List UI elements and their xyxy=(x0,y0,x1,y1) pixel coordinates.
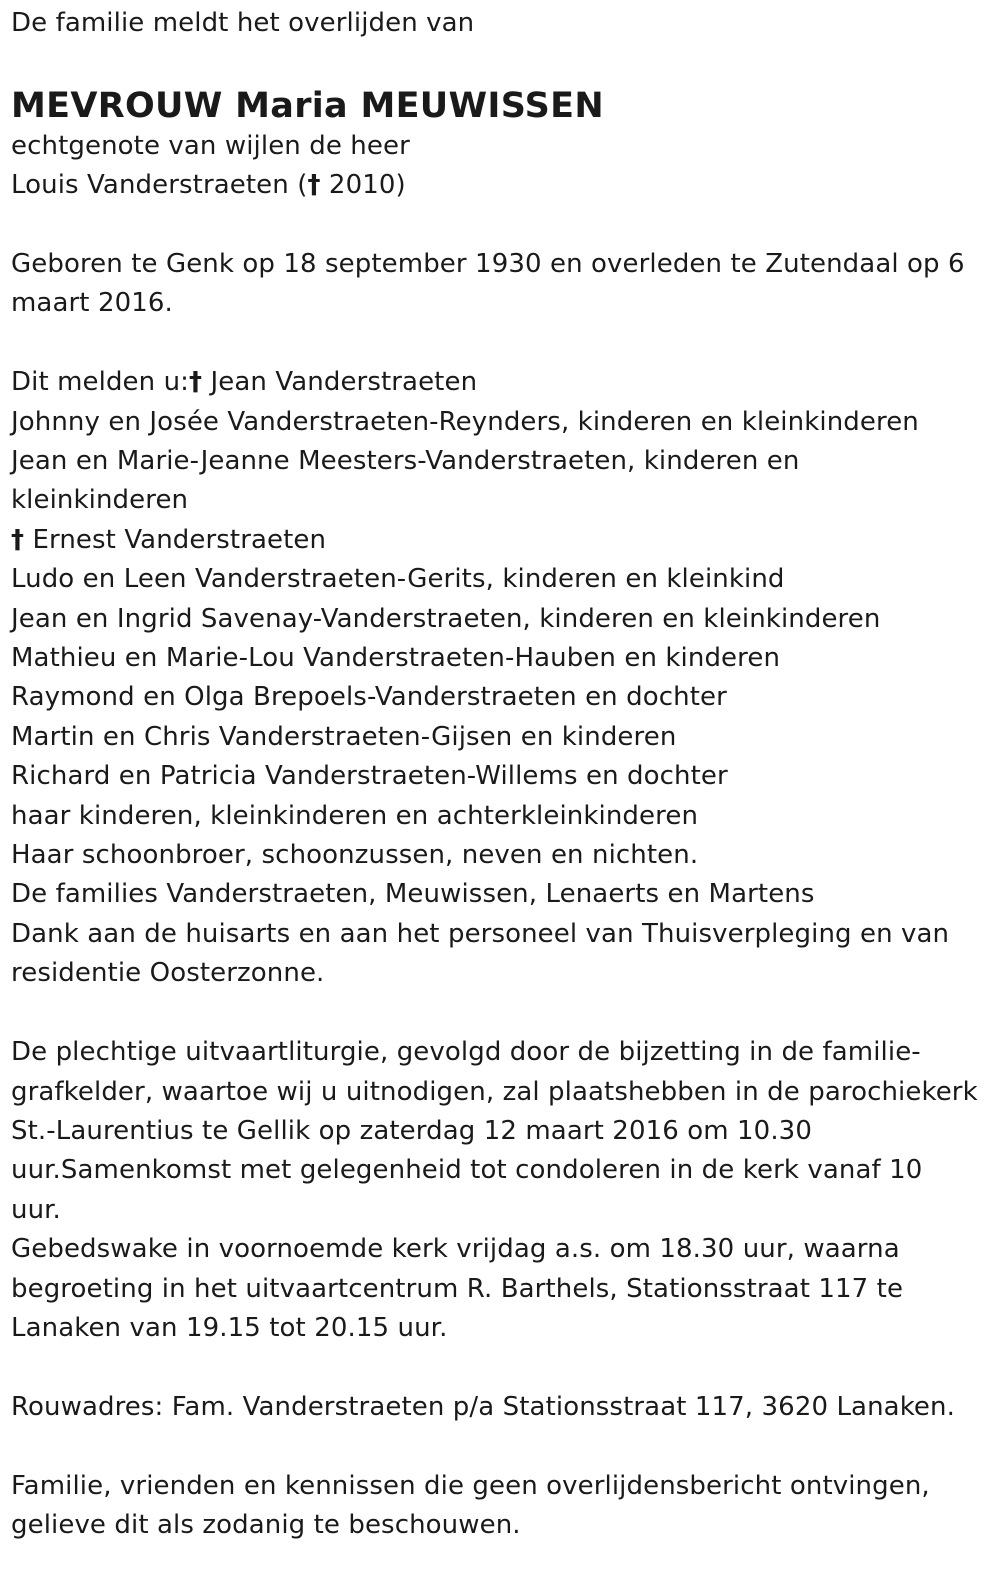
announcer-line: kleinkinderen xyxy=(11,485,189,516)
spouse-line: echtgenote van wijlen de heer xyxy=(11,130,410,161)
deceased-name-heading: MEVROUW Maria MEUWISSEN xyxy=(11,85,604,126)
spouse-name-line xyxy=(11,166,986,205)
announcer-line: Raymond en Olga Brepoels-Vanderstraeten en dochter xyxy=(11,682,727,713)
birth-line: Geboren te Genk op 18 september 1930 en overleden te Zutendaal op 6 xyxy=(11,249,965,279)
wake-line: Gebedswake in voornoemde kerk vrijdag a.s. om 18.30 uur, waarna xyxy=(11,1234,900,1265)
thanks-line: Dank aan de huisarts en aan het personeel van Thuisverpleging en van xyxy=(11,918,950,949)
announcer-line: Johnny en Josée Vanderstraeten-Reynders, kinderen en kleinkinderen xyxy=(11,406,919,437)
announcer-line: Mathieu en Marie-Lou Vanderstraeten-Hauben en kinderen xyxy=(11,643,781,674)
spacer xyxy=(11,994,986,1033)
announcer-name: Ernest Vanderstraeten xyxy=(24,524,327,555)
announcer-line: Haar schoonbroer, schoonzussen, neven en nichten. xyxy=(11,840,699,871)
closing-line: Familie, vrienden en kennissen die geen overlijdensbericht ontvingen, xyxy=(11,1470,930,1501)
announcer-line: Jean en Marie-Jeanne Meesters-Vanderstraeten, kinderen en xyxy=(11,446,800,477)
funeral-line: St.-Laurentius te Gellik op zaterdag 12 maart 2016 om 10.30 xyxy=(11,1115,812,1146)
announcer-line: Ludo en Leen Vanderstraeten-Gerits, kinderen en kleinkind xyxy=(11,564,785,595)
thanks-line: residentie Oosterzonne. xyxy=(11,958,325,989)
spouse-death-year: 2010) xyxy=(320,170,406,201)
announcer-line: Richard en Patricia Vanderstraeten-Willems en dochter xyxy=(11,761,728,792)
obituary-document xyxy=(11,4,986,1545)
spacer xyxy=(11,1427,986,1466)
spouse-name-prefix: Louis Vanderstraeten ( xyxy=(11,170,308,201)
funeral-line: uur. xyxy=(11,1194,61,1225)
intro-text: De familie meldt het overlijden van xyxy=(11,8,475,38)
announcer-name: Jean Vanderstraeten xyxy=(202,367,478,398)
closing-line: gelieve dit als zodanig te beschouwen. xyxy=(11,1509,521,1540)
funeral-line: grafkelder, waartoe wij u uitnodigen, zal plaatshebben in de parochiekerk xyxy=(11,1076,978,1107)
funeral-line: De plechtige uitvaartliturgie, gevolgd door de bijzetting in de familie- xyxy=(11,1037,921,1068)
spacer xyxy=(11,1348,986,1387)
funeral-line: uur.Samenkomst met gelegenheid tot condoleren in de kerk vanaf 10 xyxy=(11,1155,923,1186)
announcer-line: haar kinderen, kleinkinderen en achterkleinkinderen xyxy=(11,800,699,831)
cross-icon: † xyxy=(307,170,321,201)
cross-icon: † xyxy=(11,524,25,555)
wake-line: Lanaken van 19.15 tot 20.15 uur. xyxy=(11,1312,448,1343)
wake-line: begroeting in het uitvaartcentrum R. Barthels, Stationsstraat 117 te xyxy=(11,1273,904,1304)
announcer-line: Jean en Ingrid Savenay-Vanderstraeten, kinderen en kleinkinderen xyxy=(11,603,881,634)
announcer-line: Martin en Chris Vanderstraeten-Gijsen en kinderen xyxy=(11,721,677,752)
cross-icon: † xyxy=(189,367,203,398)
mourning-address: Rouwadres: Fam. Vanderstraeten p/a Stationsstraat 117, 3620 Lanaken. xyxy=(11,1391,955,1422)
announcer-line: De families Vanderstraeten, Meuwissen, Lenaerts en Martens xyxy=(11,879,815,910)
announcers-first-line xyxy=(11,363,986,402)
spacer xyxy=(11,206,986,245)
spacer xyxy=(11,324,986,363)
spacer xyxy=(11,43,986,82)
announcer-line xyxy=(11,521,986,560)
birth-line: maart 2016. xyxy=(11,288,173,319)
announcers-lead: Dit melden u: xyxy=(11,367,190,398)
